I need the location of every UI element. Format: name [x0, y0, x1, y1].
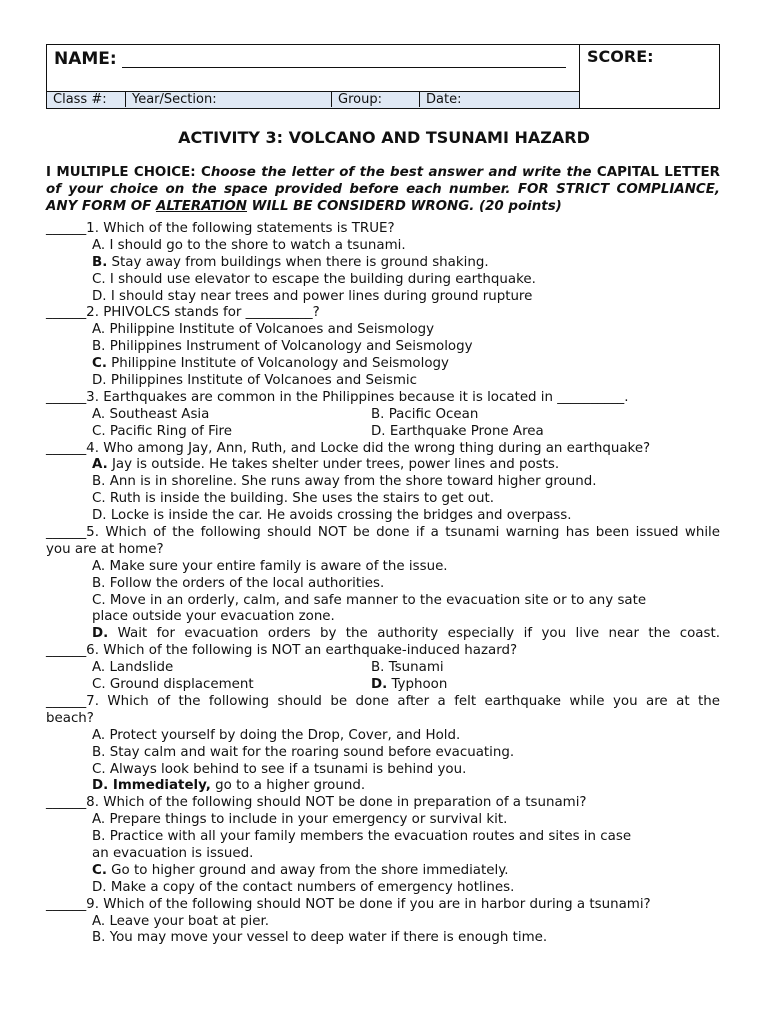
class-number-field[interactable] — [47, 92, 126, 107]
question-list — [46, 221, 720, 947]
question-3-options-cd — [46, 424, 720, 441]
question-3-option-b: B. Pacific Ocean — [371, 406, 479, 422]
question-4-option-d: D. Locke is inside the car. He avoids crossing the bridges and overpass. — [92, 508, 572, 524]
question-8-option-c — [46, 863, 720, 880]
instructions-part2: CAPITAL LETTER — [596, 165, 720, 180]
option-text: Stay away from buildings when there is ground shaking. — [107, 254, 489, 270]
option-letter: A. — [92, 457, 108, 473]
question-7-stem: ______7. Which of the following should be done after a felt earthquake while you are at the — [46, 693, 720, 709]
question-5-option-d — [46, 626, 720, 643]
question-7-option-b: B. Stay calm and wait for the roaring sound before evacuating. — [92, 744, 515, 760]
option-text: go to a higher ground. — [210, 778, 366, 794]
question-9-option-a: A. Leave your boat at pier. — [92, 913, 269, 929]
question-6-options-cd — [46, 677, 720, 694]
option-text: Jay is outside. He takes shelter under trees, power lines and posts. — [107, 457, 560, 473]
question-4-option-c: C. Ruth is inside the building. She uses the stairs to get out. — [92, 491, 494, 507]
question-8-option-d: D. Make a copy of the contact numbers of emergency hotlines. — [92, 879, 515, 895]
option-letter: B. — [92, 254, 108, 270]
question-2-option-b: B. Philippines Instrument of Volcanology and Seismology — [92, 339, 473, 355]
instructions-part1: hoose the letter of the best answer and write the — [210, 165, 597, 180]
info-row — [47, 91, 580, 108]
question-7-stem-cont: beach? — [46, 710, 94, 726]
question-4-option-b: B. Ann is in shoreline. She runs away from the shore toward higher ground. — [92, 474, 597, 490]
option-letter: D. — [371, 677, 388, 693]
question-1-option-b — [46, 255, 720, 272]
group-field[interactable] — [332, 92, 420, 107]
question-1-option-d: D. I should stay near trees and power lines during ground rupture — [92, 288, 533, 304]
question-5-option-c-cont: place outside your evacuation zone. — [92, 609, 335, 625]
page-title: ACTIVITY 3: VOLCANO AND TSUNAMI HAZARD — [178, 128, 590, 147]
option-letter: D. Immediately, — [92, 778, 211, 794]
instructions-lead: I MULTIPLE CHOICE: C — [46, 165, 211, 180]
score-label: SCORE: — [587, 47, 654, 66]
question-3-stem: ______3. Earthquakes are common in the Philippines because it is located in __________. — [46, 389, 629, 405]
option-text: Wait for evacuation orders by the authority especially if you live near the coast. — [108, 626, 720, 642]
question-3-option-c: C. Pacific Ring of Fire — [92, 423, 233, 439]
name-field[interactable] — [122, 67, 566, 68]
question-5-stem: ______5. Which of the following should NOT be done if a tsunami warning has been issued while — [46, 525, 720, 541]
year-section-label: Year/Section: — [132, 92, 217, 107]
option-text: Philippine Institute of Volcanology and Seismology — [106, 356, 449, 372]
question-3-option-a: A. Southeast Asia — [92, 406, 210, 422]
group-label: Group: — [338, 92, 382, 107]
instructions-part3: of your choice on the space provided before each number. FOR STRICT COMPLIANCE, ANY FORM OF — [46, 182, 720, 214]
option-letter: C. — [92, 862, 107, 878]
question-8-option-b: B. Practice with all your family members the evacuation routes and sites in case — [92, 829, 632, 845]
question-9-option-b: B. You may move your vessel to deep water if there is enough time. — [92, 930, 548, 946]
question-1-stem: ______1. Which of the following statements is TRUE? — [46, 221, 395, 236]
question-7-option-c: C. Always look behind to see if a tsunami is behind you. — [92, 761, 467, 777]
question-2-option-d: D. Philippines Institute of Volcanoes and Seismic — [92, 373, 418, 389]
question-6-option-a: A. Landslide — [92, 660, 174, 676]
question-1-option-a: A. I should go to the shore to watch a tsunami. — [92, 237, 406, 253]
option-letter: D. — [92, 626, 109, 642]
class-number-label: Class #: — [53, 92, 107, 107]
instructions — [46, 164, 720, 215]
question-6-option-c: C. Ground displacement — [92, 677, 254, 693]
question-3-option-d: D. Earthquake Prone Area — [371, 423, 544, 439]
score-cell[interactable] — [580, 45, 719, 108]
question-8-option-a: A. Prepare things to include in your emergency or survival kit. — [92, 812, 508, 828]
student-info-box — [46, 44, 720, 109]
date-label: Date: — [426, 92, 462, 107]
year-section-field[interactable] — [126, 92, 332, 107]
question-6-stem: ______6. Which of the following is NOT an earthquake-induced hazard? — [46, 643, 518, 659]
question-8-option-b-cont: an evacuation is issued. — [92, 845, 254, 861]
question-6-options-ab — [46, 660, 720, 677]
question-8-stem: ______8. Which of the following should NOT be done in preparation of a tsunami? — [46, 795, 587, 811]
question-5-stem-cont: you are at home? — [46, 541, 164, 557]
instructions-part5: WILL BE CONSIDERD WRONG. (20 points) — [247, 199, 562, 214]
question-9-stem: ______9. Which of the following should NOT be done if you are in harbor during a tsunami? — [46, 896, 651, 912]
question-2-stem: ______2. PHIVOLCS stands for __________? — [46, 305, 320, 321]
question-4-stem: ______4. Who among Jay, Ann, Ruth, and Locke did the wrong thing during an earthquake? — [46, 440, 651, 456]
question-2-option-c — [46, 356, 720, 373]
name-label: NAME: — [54, 49, 117, 69]
option-text: Typhoon — [387, 677, 448, 693]
question-4-option-a — [46, 457, 720, 474]
question-1-option-c: C. I should use elevator to escape the building during earthquake. — [92, 271, 536, 287]
question-6-option-b: B. Tsunami — [371, 660, 444, 676]
question-5-option-b: B. Follow the orders of the local authorities. — [92, 575, 385, 591]
question-3-options-ab — [46, 407, 720, 424]
question-2-option-a: A. Philippine Institute of Volcanoes and Seismology — [92, 322, 435, 338]
question-5-option-c: C. Move in an orderly, calm, and safe manner to the evacuation site or to any sate — [92, 592, 647, 608]
option-text: Go to higher ground and away from the shore immediately. — [106, 862, 509, 878]
date-field[interactable] — [420, 92, 578, 107]
question-6-option-d — [371, 677, 447, 694]
option-letter: C. — [92, 356, 107, 372]
instructions-part4: ALTERATION — [155, 199, 248, 214]
question-5-option-a: A. Make sure your entire family is aware of the issue. — [92, 558, 448, 574]
question-7-option-a: A. Protect yourself by doing the Drop, Cover, and Hold. — [92, 727, 461, 743]
question-7-option-d — [46, 778, 720, 795]
name-cell — [47, 45, 580, 91]
